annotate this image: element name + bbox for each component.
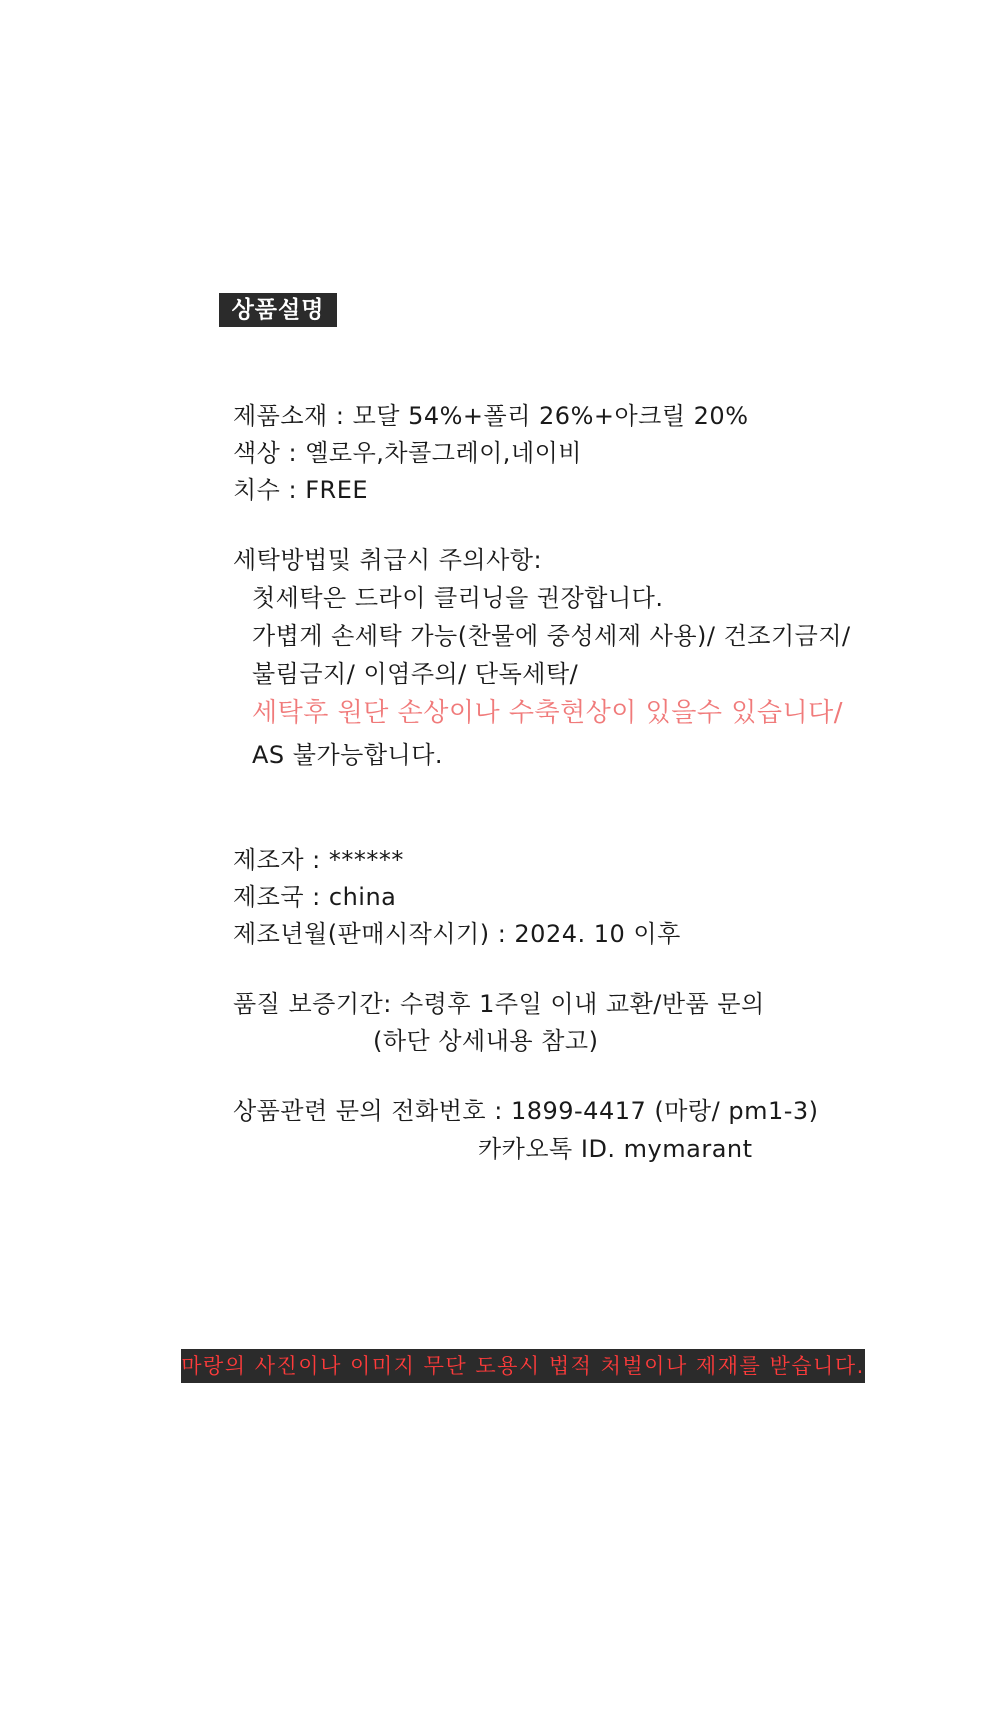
section-title: 상품설명 (219, 293, 337, 327)
contact-phone: 상품관련 문의 전화번호 : 1899-4417 (마랑/ pm1-3) (233, 1097, 819, 1125)
copyright-notice-banner: 마랑의 사진이나 이미지 무단 도용시 법적 처벌이나 제재를 받습니다. (181, 1349, 865, 1383)
spec-color: 색상 : 옐로우,차콜그레이,네이비 (233, 439, 582, 467)
washing-line-4: AS 불가능합니다. (252, 741, 444, 769)
manufacturer-country: 제조국 : china (233, 883, 397, 911)
washing-line-1: 첫세탁은 드라이 클리닝을 권장합니다. (252, 584, 664, 612)
washing-line-2: 가볍게 손세탁 가능(찬물에 중성세제 사용)/ 건조기금지/ (252, 622, 851, 650)
contact-kakao: 카카오톡 ID. mymarant (478, 1135, 753, 1163)
washing-title: 세탁방법및 취급시 주의사항: (233, 546, 543, 574)
warranty-line-2: (하단 상세내용 참고) (373, 1027, 599, 1055)
washing-warning: 세탁후 원단 손상이나 수축현상이 있을수 있습니다/ (252, 698, 844, 728)
spec-material: 제품소재 : 모달 54%+폴리 26%+아크릴 20% (233, 402, 749, 430)
washing-line-3: 불림금지/ 이염주의/ 단독세탁/ (252, 660, 579, 688)
manufacturer-name: 제조자 : ****** (233, 846, 404, 874)
warranty-line-1: 품질 보증기간: 수령후 1주일 이내 교환/반품 문의 (233, 990, 765, 1018)
manufacture-date: 제조년월(판매시작시기) : 2024. 10 이후 (233, 920, 681, 948)
spec-size: 치수 : FREE (233, 476, 369, 504)
